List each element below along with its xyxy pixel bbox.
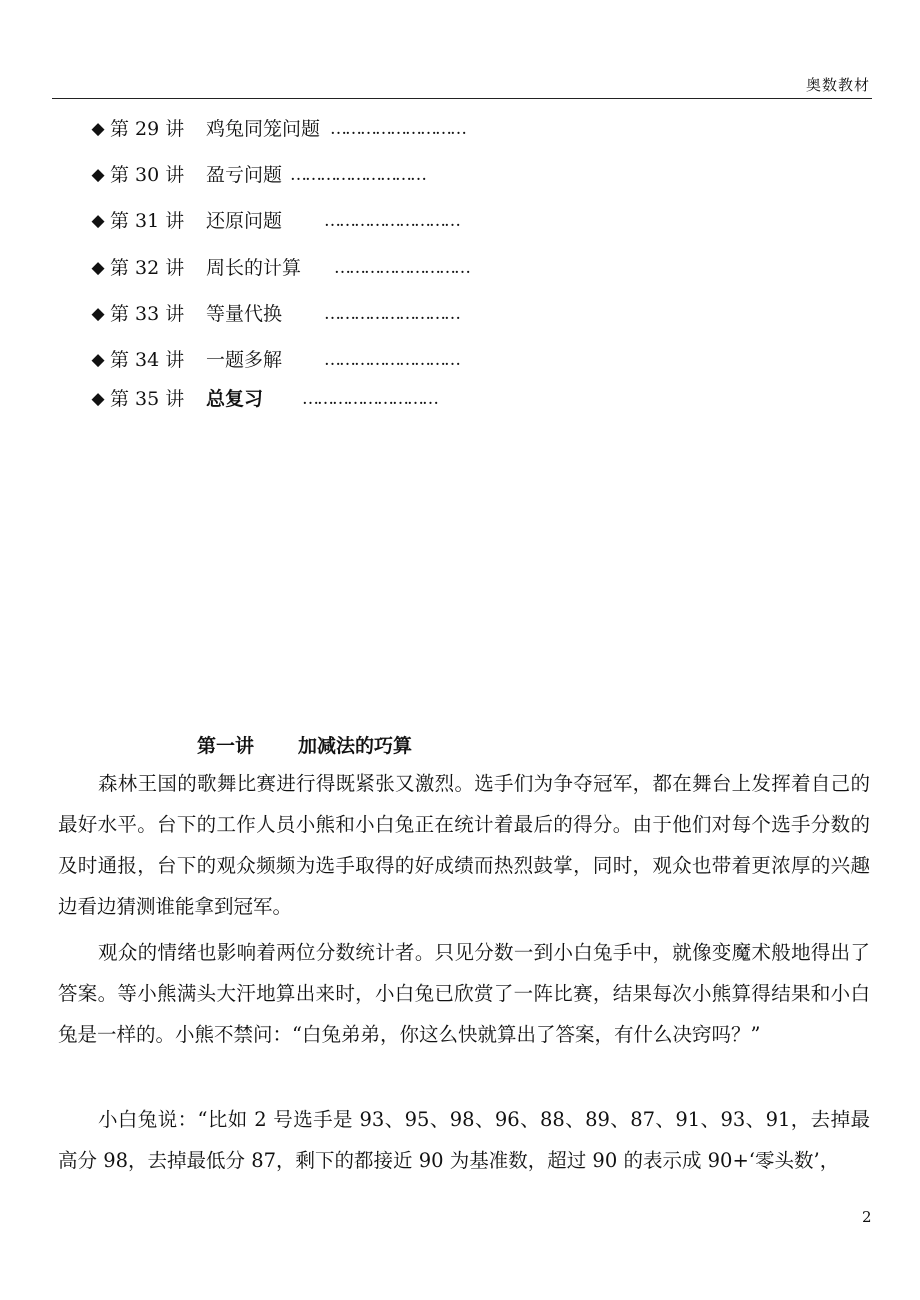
toc-entry-title: 总复习 [206, 388, 264, 410]
body-paragraph: 森林王国的歌舞比赛进行得既紧张又激烈。选手们为争夺冠军，都在舞台上发挥着自己的最好水平。台下的工作人员小熊和小白兔正在统计着最后的得分。由于他们对每个选手分数的及时通报，台下的观众频频为选手取得的好成绩而热烈鼓掌，同时，观众也带着更浓厚的兴趣边看边猜测谁能拿到冠军。 [58, 772, 870, 918]
lecture-heading-number: 第一讲 [197, 735, 255, 757]
diamond-bullet-icon: ◆ [91, 389, 105, 409]
toc-entry-number: 第 33 讲 [110, 303, 185, 325]
lecture-heading [197, 731, 412, 758]
lecture-heading-title: 加减法的巧算 [298, 735, 413, 757]
toc-entry-title: 等量代换 [206, 303, 283, 325]
diamond-bullet-icon: ◆ [91, 119, 105, 139]
toc-entry-number: 第 29 讲 [110, 118, 185, 140]
diamond-bullet-icon: ◆ [91, 350, 105, 370]
toc-entry-title: 盈亏问题 [206, 164, 283, 186]
diamond-bullet-icon: ◆ [91, 211, 105, 231]
diamond-bullet-icon: ◆ [91, 258, 105, 278]
toc-entry-number: 第 31 讲 [110, 210, 185, 232]
body-paragraph: 观众的情绪也影响着两位分数统计者。只见分数一到小白兔手中，就像变魔术般地得出了答案。等小熊满头大汗地算出来时，小白兔已欣赏了一阵比赛，结果每次小熊算得结果和小白兔是一样的。小熊不禁问：“白兔弟弟，你这么快就算出了答案，有什么决窍吗？” [58, 941, 870, 1046]
header-title: 奥数教材 [805, 76, 870, 94]
toc-entry-number: 第 30 讲 [110, 164, 185, 186]
toc-entry-number: 第 34 讲 [110, 349, 185, 371]
toc-entry-title: 一题多解 [206, 349, 283, 371]
body-paragraph: 小白兔说：“比如 2 号选手是 93、95、98、96、88、89、87、91、93、91，去掉最高分 98，去掉最低分 87，剩下的都接近 90 为基准数，超过 90 的表示成 90+‘零头数’， [58, 1108, 870, 1172]
toc-entry-title: 鸡兔同笼问题 [206, 118, 321, 140]
toc-leader-dots: ……………………… [302, 389, 437, 409]
diamond-bullet-icon: ◆ [91, 165, 105, 185]
toc-entry-title: 还原问题 [206, 210, 283, 232]
toc-leader-dots: ……………………… [324, 350, 459, 370]
toc-entry-title: 周长的计算 [206, 257, 302, 279]
toc-leader-dots: ……………………… [330, 119, 465, 139]
toc-entry-number: 第 32 讲 [110, 257, 185, 279]
toc-leader-dots: ……………………… [324, 304, 459, 324]
diamond-bullet-icon: ◆ [91, 304, 105, 324]
toc-leader-dots: ……………………… [324, 211, 459, 231]
page-header [52, 74, 872, 99]
page-number: 2 [862, 1208, 872, 1226]
toc-leader-dots: ……………………… [334, 258, 469, 278]
toc-entry-number: 第 35 讲 [110, 388, 185, 410]
toc-leader-dots: ……………………… [290, 165, 425, 185]
